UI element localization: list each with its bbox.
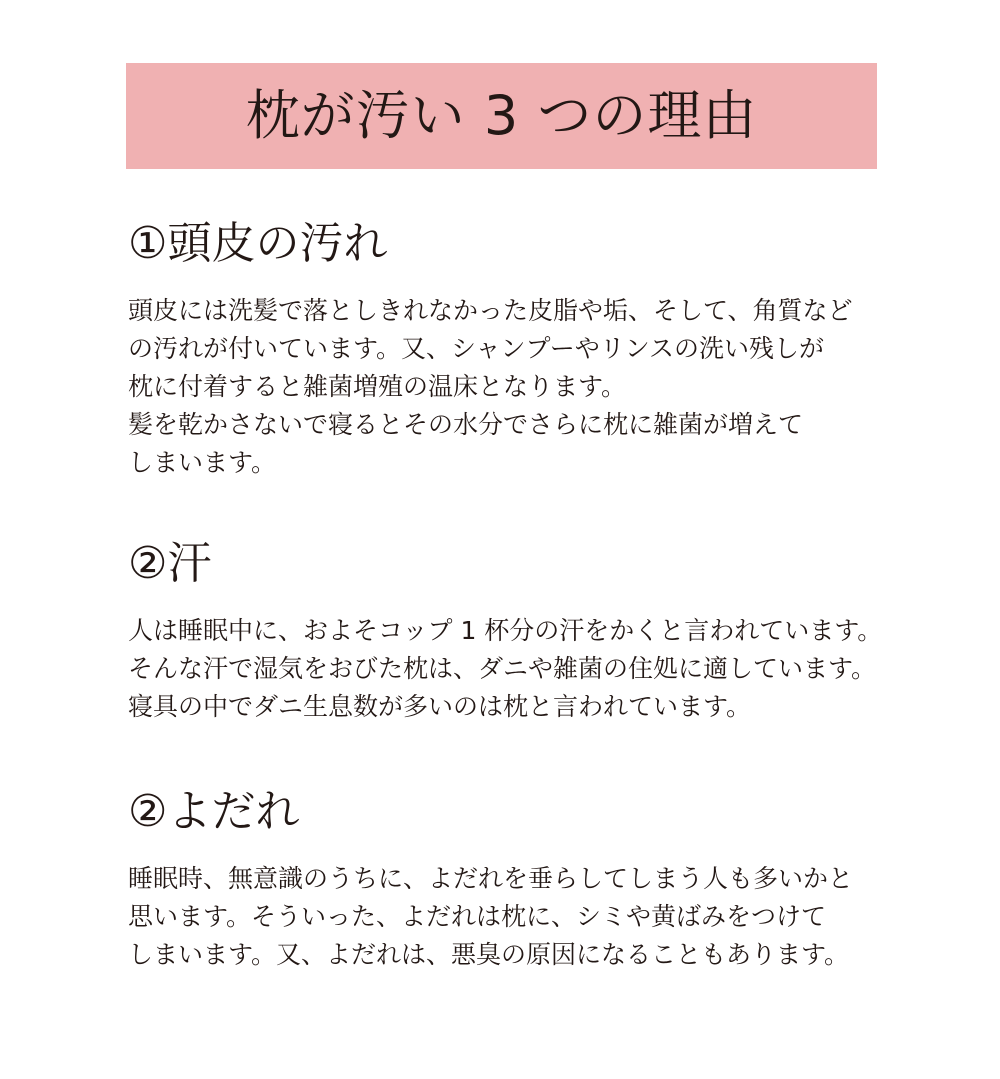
body-line: 枕に付着すると雑菌増殖の温床となります。 xyxy=(128,372,627,401)
section-heading: ②よだれ xyxy=(128,786,300,837)
section-sweat xyxy=(128,538,978,726)
body-line: 思います。そういった、よだれは枕に、シミや黄ばみをつけて xyxy=(128,902,827,931)
body-line: 頭皮には洗髪で落としきれなかった皮脂や垢、そして、角質など xyxy=(128,296,853,325)
body-line: しまいます。又、よだれは、悪臭の原因になることもあります。 xyxy=(128,940,850,969)
section-body xyxy=(128,292,978,482)
body-line: しまいます。 xyxy=(128,448,277,477)
body-line: 寝具の中でダニ生息数が多いのは枕と言われています。 xyxy=(128,692,752,721)
section-body xyxy=(128,860,978,974)
section-scalp-dirt xyxy=(128,218,978,482)
body-line: そんな汗で湿気をおびた枕は、ダニや雑菌の住処に適しています。 xyxy=(128,654,877,683)
section-drool xyxy=(128,786,978,974)
body-line: 髪を乾かさないで寝るとその水分でさらに枕に雑菌が増えて xyxy=(128,410,804,439)
title-banner xyxy=(126,63,877,169)
body-line: 睡眠時、無意識のうちに、よだれを垂らしてしまう人も多いかと xyxy=(128,864,854,893)
section-heading: ②汗 xyxy=(128,538,212,589)
section-body xyxy=(128,612,978,726)
body-line: の汚れが付いています。又、シャンプーやリンスの洗い残しが xyxy=(128,334,825,363)
section-heading: ①頭皮の汚れ xyxy=(128,218,388,269)
body-line: 人は睡眠中に、およそコップ 1 杯分の汗をかくと言われています。 xyxy=(128,616,883,645)
page-title: 枕が汚い 3 つの理由 xyxy=(245,84,758,147)
